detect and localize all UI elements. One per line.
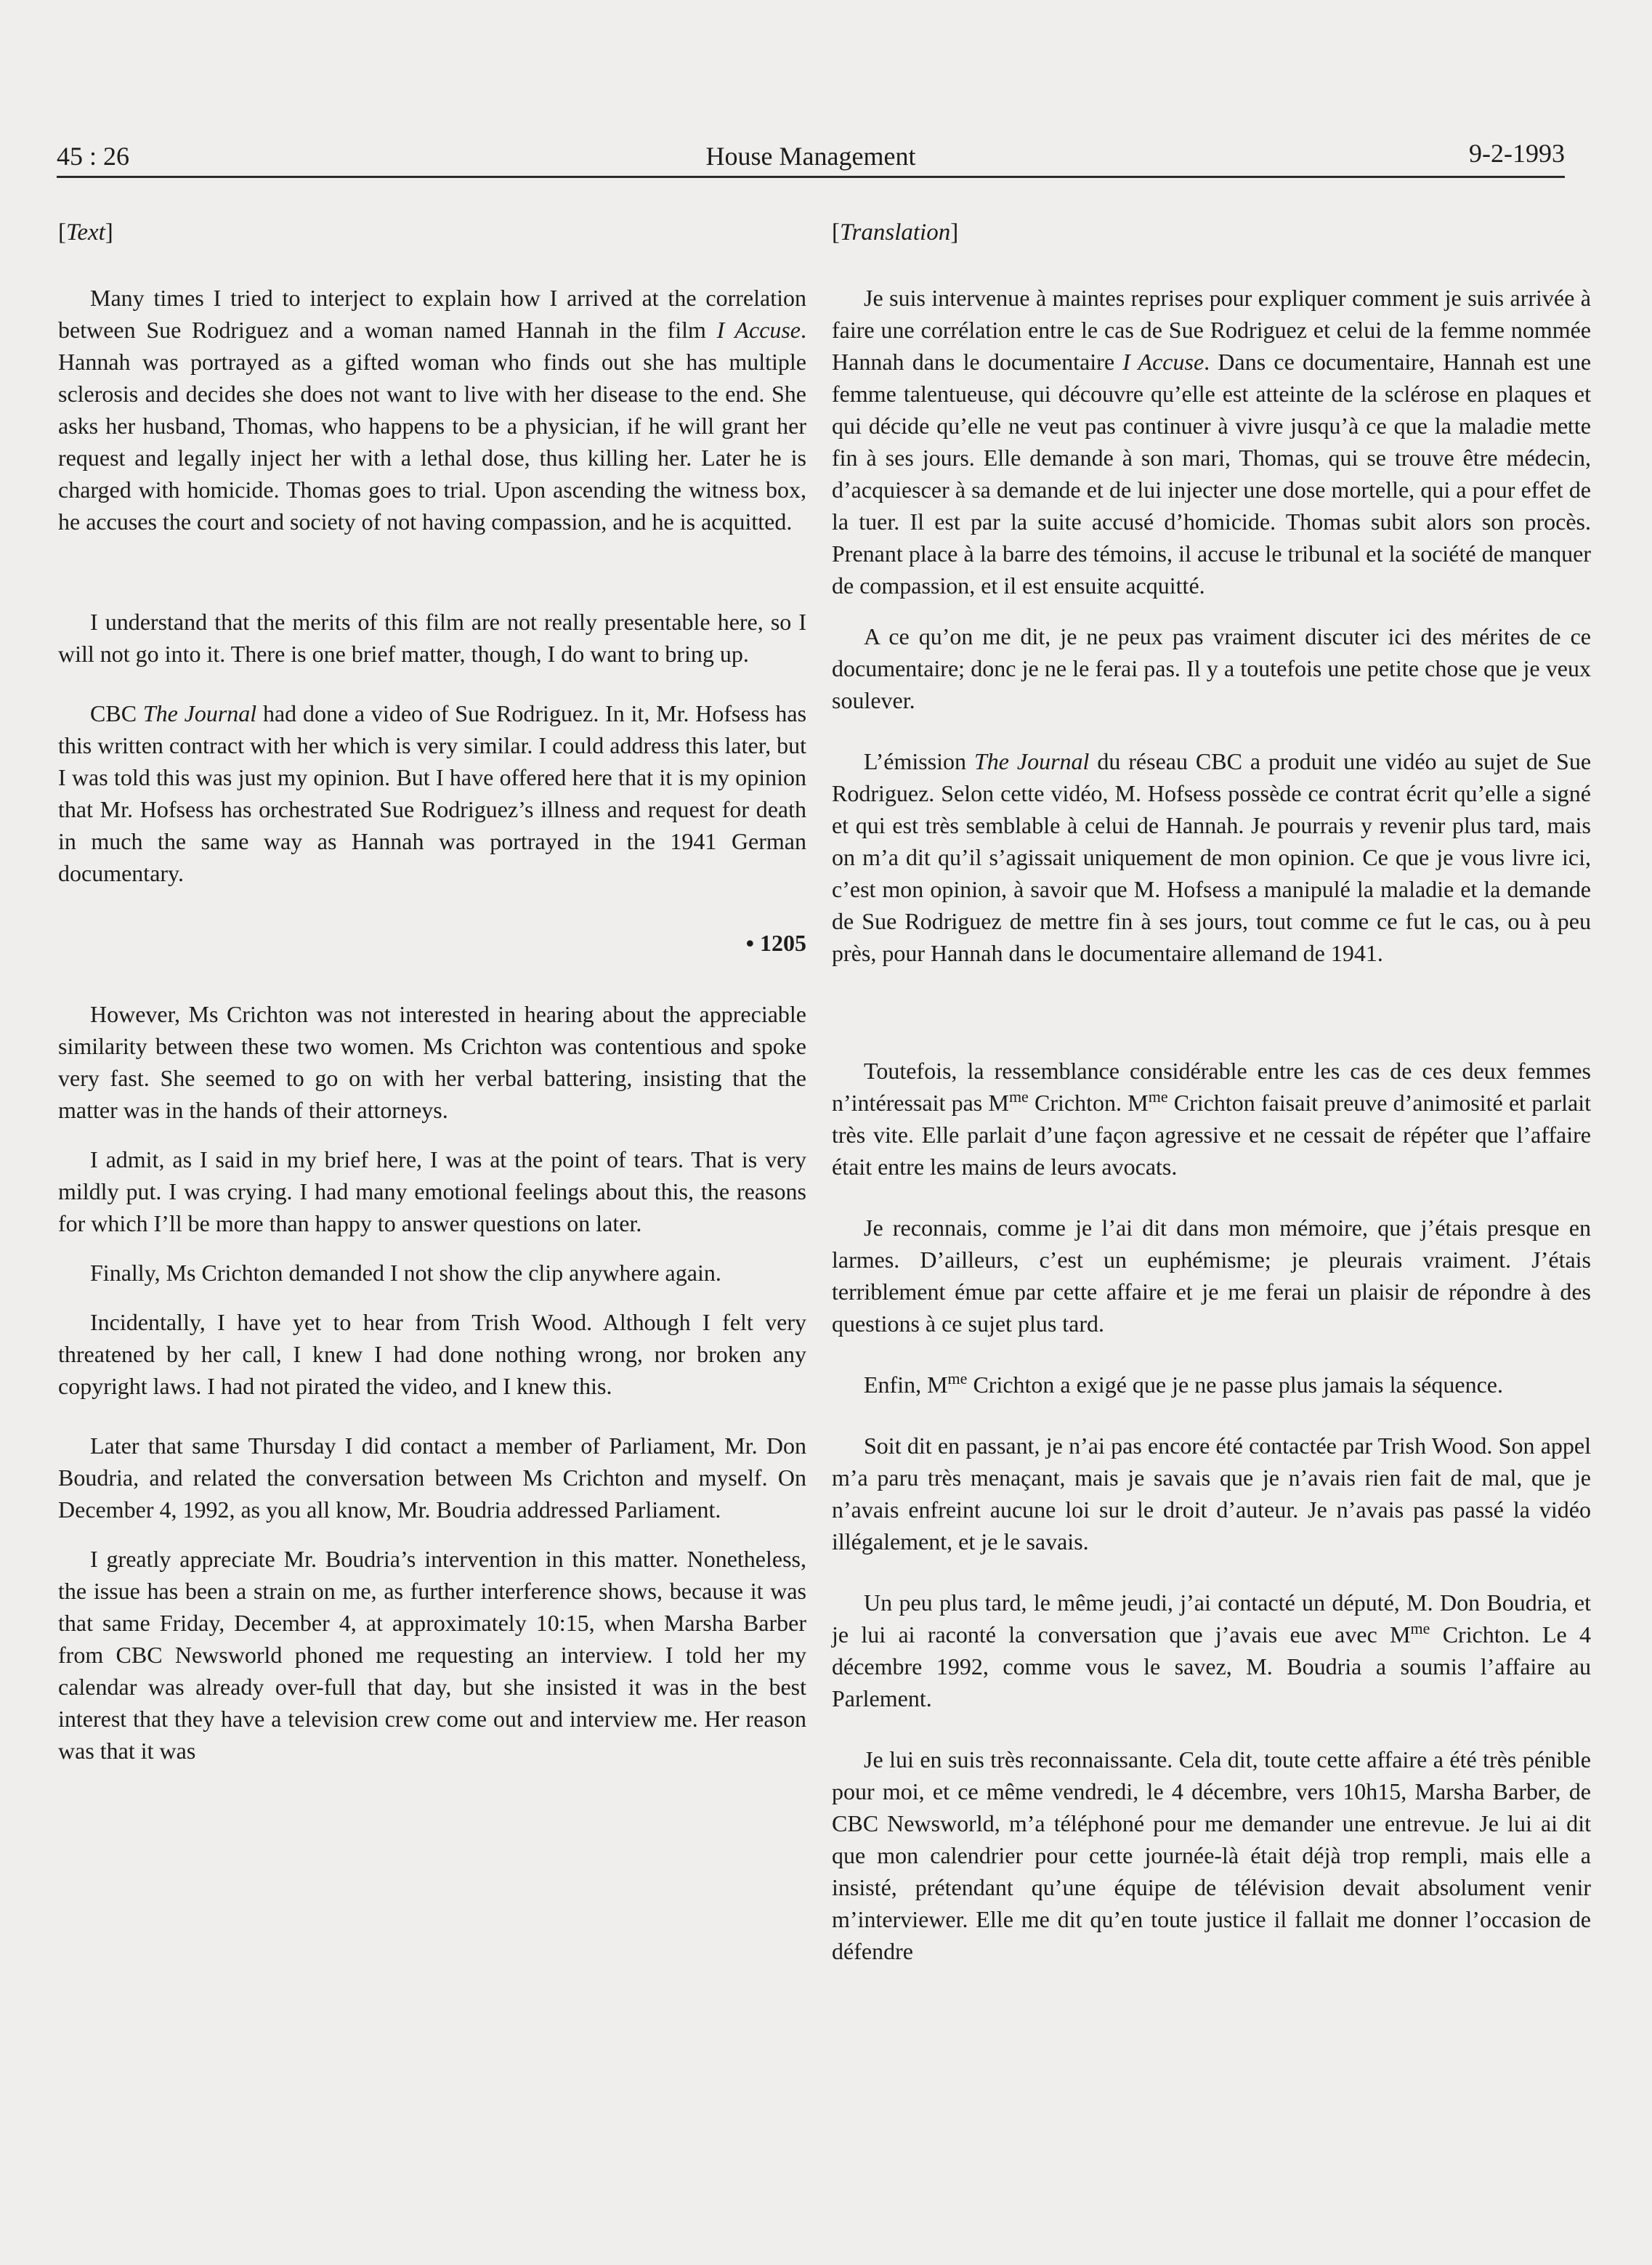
paragraph: Finally, Ms Crichton demanded I not show the clip anywhere again. <box>90 1260 721 1286</box>
page-number: 45 : 26 <box>57 142 130 171</box>
paragraph: L’émission The Journal du réseau CBC a produit une vidéo au sujet de Sue Rodriguez. Selon cette vidéo, M. Hofsess possède ce contrat écrit qu’elle a signé et qui est très semblable à celui de Hannah. Je pourrais y revenir plus tard, mais on m’a dit qu’il s’agissait uniquement de mon opinion. Ce que je vous livre ici, c’est mon opinion, à savoir que M. Hofsess a manipulé la maladie et la demande de Sue Rodriguez de mettre fin à ses jours, tout comme ce fut le cas, ou à peu près, pour Hannah dans le documentaire allemand de 1941. <box>832 748 1592 966</box>
paragraph: Later that same Thursday I did contact a member of Parliament, Mr. Don Boudria, and related the conversation between Ms Crichton and myself. On December 4, 1992, as you all know, Mr. Boudria addressed Parliament. <box>58 1433 806 1523</box>
paragraph: A ce qu’on me dit, je ne peux pas vraiment discuter ici des mérites de ce documentaire; donc je ne le ferai pas. Il y a toutefois une petite chose que je veux soulever. <box>832 623 1591 713</box>
column-label: [Translation] <box>832 219 959 246</box>
paragraph: I understand that the merits of this film are not really presentable here, so I will not go into it. There is one brief matter, though, I do want to bring up. <box>58 609 806 667</box>
paragraph: I greatly appreciate Mr. Boudria’s intervention in this matter. Nonetheless, the issue has been a strain on me, as further interference shows, because it was that same Friday, December 4, at approximately 10:15, when Marsha Barber from CBC Newsworld phoned me requesting an interview. I told her my calendar was already over-full that day, but she insisted it was in the best interest that they have a television crew come out and interview me. Her reason was that it was <box>58 1546 806 1764</box>
column-label: [Text] <box>58 219 113 246</box>
paragraph: Je suis intervenue à maintes reprises pour expliquer comment je suis arrivée à faire une corrélation entre le cas de Sue Rodriguez et celui de la femme nommée Hannah dans le documentaire I Accuse. Dans ce documentaire, Hannah est une femme talentueuse, qui découvre qu’elle est atteinte de la sclérose en plaques et qui décide qu’elle ne veut pas continuer à vivre jusqu’à ce que la maladie mette fin à ses jours. Elle demande à son mari, Thomas, qui se trouve être médecin, d’acquiescer à sa demande et de lui injecter une dose mortelle, qui a pour effet de la tuer. Il est par la suite accusé d’homicide. Thomas subit alors son procès. Prenant place à la barre des témoins, il accuse le tribunal et la société de manquer de compassion, et il est ensuite acquitté. <box>832 285 1592 599</box>
english-column <box>58 216 806 1767</box>
page-header <box>57 131 1565 178</box>
paragraph: Je reconnais, comme je l’ai dit dans mon mémoire, que j’étais presque en larmes. D’ailleurs, c’est un euphémisme; je pleurais vraiment. J’étais terriblement émue par cette affaire et je me ferai un plaisir de répondre à des questions à ce sujet plus tard. <box>832 1215 1591 1337</box>
paragraph: Un peu plus tard, le même jeudi, j’ai contacté un député, M. Don Boudria, et je lui ai raconté la conversation que j’avais eue avec $M^{me}$ Crichton. Le 4 décembre 1992, comme vous le savez, M. Boudria a soumis l’affaire au Parlement. <box>832 1589 1592 1711</box>
header-date: 9-2-1993 <box>1469 139 1565 168</box>
timestamp-marker: • 1205 <box>745 930 806 956</box>
paragraph: Toutefois, la ressemblance considérable entre les cas de ces deux femmes n’intéressait pas $M^{me}$ Crichton. $M^{me}$ Crichton faisait preuve d’animosité et parlait très vite. Elle parlait d’une façon agressive et ne cessait de répéter que l’affaire était entre les mains de leurs avocats. <box>832 1058 1592 1180</box>
french-column <box>832 216 1591 1967</box>
paragraph: Enfin, $M^{me}$ Crichton a exigé que je ne passe plus jamais la séquence. <box>864 1369 1503 1398</box>
paragraph: Je lui en suis très reconnaissante. Cela dit, toute cette affaire a été très pénible pour moi, et ce même vendredi, le 4 décembre, vers 10h15, Marsha Barber, de CBC Newsworld, m’a téléphoné pour me demander une entrevue. Je lui ai dit que mon calendrier pour cette journée-là était déjà trop rempli, mais elle a insisté, prétendant qu’une équipe de télévision devait absolument venir m’interviewer. Elle me dit qu’en toute justice il fallait me donner l’occasion de défendre <box>832 1746 1591 1964</box>
column-label-text: Text <box>66 219 105 246</box>
paragraph: Incidentally, I have yet to hear from Trish Wood. Although I felt very threatened by her call, I knew I had done nothing wrong, nor broken any copyright laws. I had not pirated the video, and I knew this. <box>58 1309 806 1399</box>
paragraph: Soit dit en passant, je n’ai pas encore été contactée par Trish Wood. Son appel m’a paru très menaçant, mais je savais que je n’avais rien fait de mal, que je n’avais enfreint aucune loi sur le droit d’auteur. Je n’avais pas passé la vidéo illégalement, et je le savais. <box>832 1433 1591 1555</box>
paragraph: CBC The Journal had done a video of Sue Rodriguez. In it, Mr. Hofsess has this written contract with her which is very similar. I could address this later, but I was told this was just my opinion. But I have offered here that it is my opinion that Mr. Hofsess has orchestrated Sue Rodriguez’s illness and request for death in much the same way as Hannah was portrayed in the 1941 German documentary. <box>58 700 807 886</box>
header-title: House Management <box>705 142 916 171</box>
paragraph: I admit, as I said in my brief here, I was at the point of tears. That is very mildly put. I was crying. I had many emotional feelings about this, the reasons for which I’ll be more than happy to answer questions on later. <box>58 1146 806 1236</box>
paragraph: However, Ms Crichton was not interested in hearing about the appreciable similarity between these two women. Ms Crichton was contentious and spoke very fast. She seemed to go on with her verbal battering, insisting that the matter was in the hands of their attorneys. <box>58 1001 806 1123</box>
paragraph: Many times I tried to interject to explain how I arrived at the correlation between Sue Rodriguez and a woman named Hannah in the film I Accuse. Hannah was portrayed as a gifted woman who finds out she has multiple sclerosis and decides she does not want to live with her disease to the end. She asks her husband, Thomas, who happens to be a physician, if he will grant her request and legally inject her with a lethal dose, thus killing her. Later he is charged with homicide. Thomas goes to trial. Upon ascending the witness box, he accuses the court and society of not having compassion, and he is acquitted. <box>58 285 807 535</box>
column-label-text: Translation <box>840 219 951 246</box>
